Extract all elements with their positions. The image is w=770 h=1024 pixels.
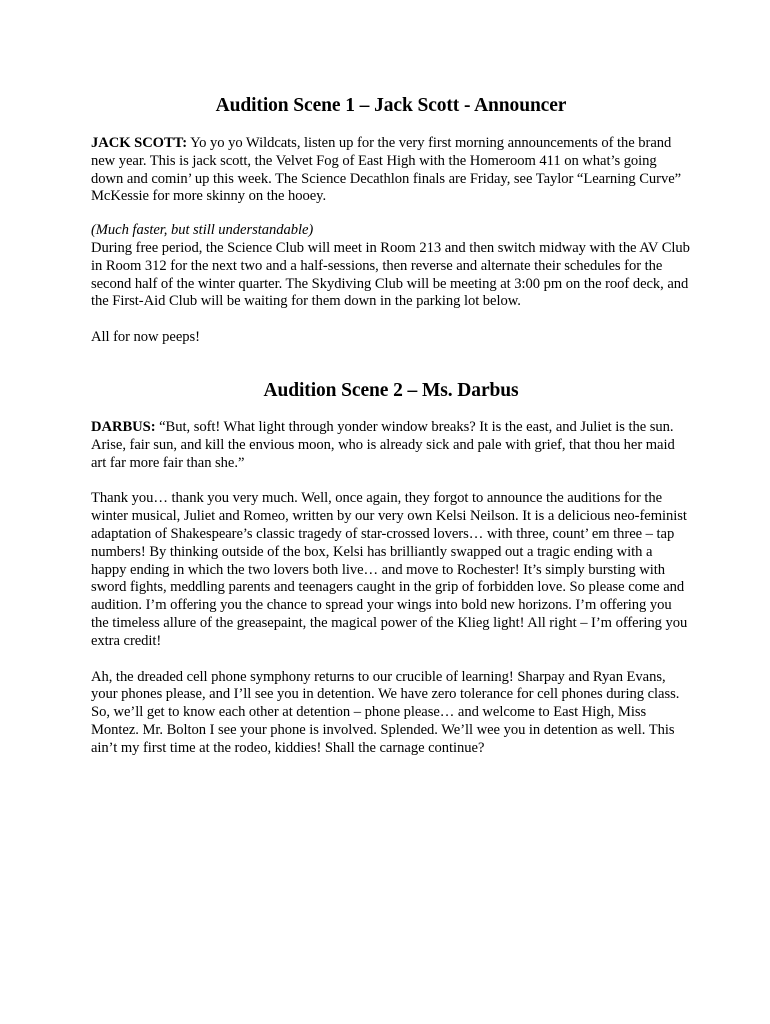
scene2-cell-phone-paragraph: Ah, the dreaded cell phone symphony returns to our crucible of learning! Sharpay and Ryan Evans, your phones please, and I’ll see you in detention. We have zero tolerance for cell phones during class. So, we’ll get to know each other at detention – phone please… and welcome to East High, Miss Montez. Mr. Bolton I see your phone is involved. Splended. We’ll wee you in detention as well. This ain’t my first time at the rodeo, kiddies! Shall the carnage continue? (91, 668, 680, 756)
document-content (91, 95, 691, 758)
scene1-free-period-paragraph: During free period, the Science Club will meet in Room 213 and then switch midway with the AV Club in Room 312 for the next two and a half-sessions, then reverse and alternate their schedules for the second half of the winter quarter. The Skydiving Club will be meeting at 3:00 pm on the roof deck, and the First-Aid Club will be waiting for them down in the parking lot below. (91, 239, 690, 310)
scene2-quote-paragraph (91, 419, 691, 472)
scene2-heading: Audition Scene 2 – Ms. Darbus (263, 379, 519, 401)
scene1-intro-text: Yo yo yo Wildcats, listen up for the very first morning announcements of the brand new year. This is jack scott, the Velvet Fog of East High with the Homeroom 411 on what’s going down and comin’ up this week. The Science Decathlon finals are Friday, see Taylor “Learning Curve” McKessie for more skinny on the hooey. (91, 135, 682, 205)
scene1-intro-paragraph (91, 135, 691, 206)
scene2-auditions-paragraph: Thank you… thank you very much. Well, once again, they forgot to announce the auditions for the winter musical, Juliet and Romeo, written by our very own Kelsi Neilson. It is a delicious neo-feminist adaptation of Shakespeare’s classic tragedy of star-crossed lovers… with three, count’ em three – tap numbers! By thinking outside of the box, Kelsi has brilliantly swapped out a tragic ending with a happy ending in which the two lovers both live… and move to Rochester! It’s simply bursting with sword fights, meddling parents and teenagers caught in the grip of forbidden love. So please come and audition. I’m offering you the chance to spread your wings into bold new horizons. I’m offering you the timeless allure of the greasepaint, the magical power of the Klieg light! All right – I’m offering you extra credit! (91, 490, 688, 649)
scene2-quote-text: “But, soft! What light through yonder window breaks? It is the east, and Juliet is the sun. Arise, fair sun, and kill the envious moon, who is already sick and pale with grief, that thou her maid art far more fair than she.” (91, 418, 675, 471)
scene1-stage-direction: (Much faster, but still understandable) (91, 222, 314, 239)
scene1-heading: Audition Scene 1 – Jack Scott - Announcer (215, 95, 567, 116)
scene2-speaker: DARBUS: (91, 418, 156, 435)
scene1-closing-line: All for now peeps! (91, 329, 200, 346)
scene1-speaker: JACK SCOTT: (91, 135, 188, 151)
